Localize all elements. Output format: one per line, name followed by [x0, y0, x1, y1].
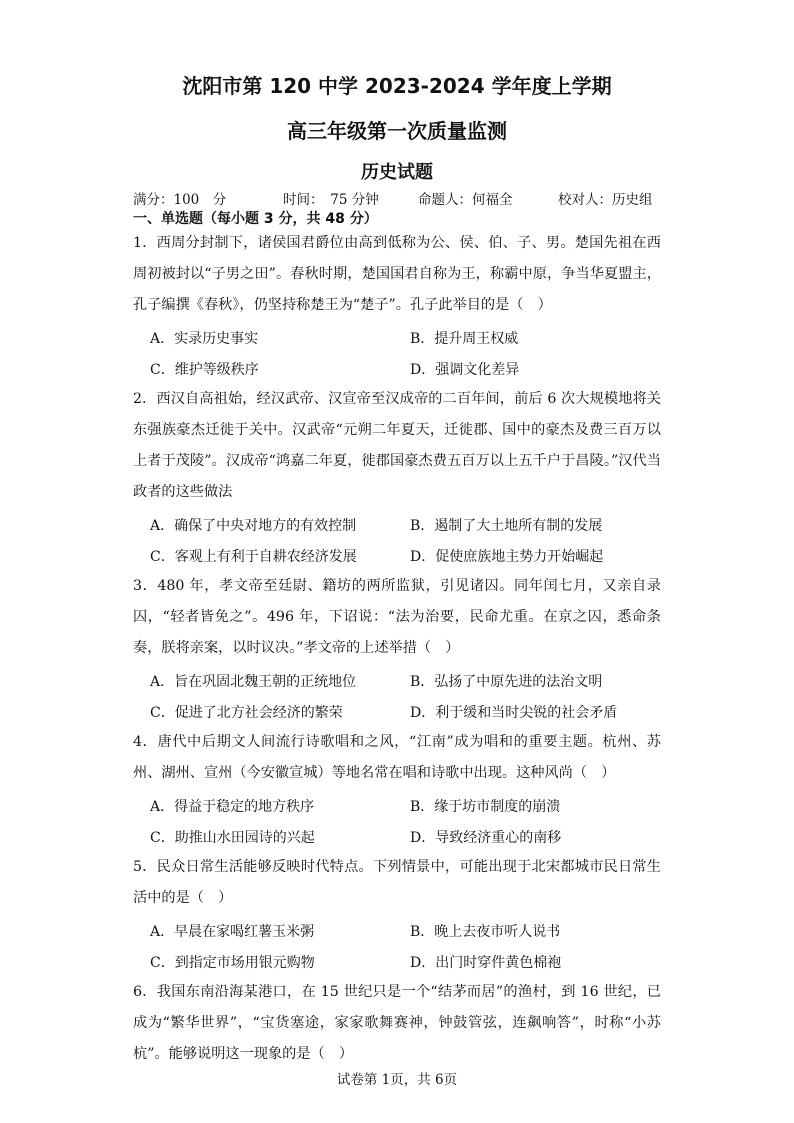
- exam-author: 命题人：何福全: [418, 192, 513, 208]
- question-2-option-b[interactable]: B．遏制了大土地所有制的发展: [410, 518, 603, 534]
- question-1-stem: 1．西周分封制下，诸侯国君爵位由高到低称为公、侯、伯、子、男。楚国先祖在西周初被封以“子男之田”。春秋时期，楚国国君自称为王，称霸中原，争当华夏盟主，孔子编撰《春秋》，仍坚持称楚王为“楚子”。孔子此举目的是（ ）: [133, 235, 661, 313]
- question-3-option-d[interactable]: D．利于缓和当时尖锐的社会矛盾: [410, 705, 618, 721]
- question-4-stem: 4．唐代中后期文人间流行诗歌唱和之风，“江南”成为唱和的重要主题。杭州、苏州、湖州、宣州（今安徽宣城）等地名常在唱和诗歌中出现。这种风尚（ ）: [133, 734, 661, 781]
- question-2-option-a[interactable]: A．确保了中央对地方的有效控制: [150, 518, 357, 534]
- question-1-option-b[interactable]: B．提升周王权威: [410, 331, 519, 347]
- question-5-option-c[interactable]: C．到指定市场用银元购物: [150, 955, 315, 971]
- question-6-stem: 6．我国东南沿海某港口，在 15 世纪只是一个“结茅而居”的渔村，到 16 世纪，已成为“繁华世界”，“宝货塞途，家家歌舞赛神，钟鼓管弦，连飙响答”，时称“小苏杭”。能够说明这一现象的是（ ）: [133, 984, 661, 1062]
- question-5-stem: 5．民众日常生活能够反映时代特点。下列情景中，可能出现于北宋都城市民日常生活中的是（ ）: [133, 859, 661, 906]
- question-1-option-c[interactable]: C．维护等级秩序: [150, 362, 259, 378]
- page-footer: 试卷第 1页，共 6页: [336, 1072, 458, 1088]
- question-3-option-b[interactable]: B．弘扬了中原先进的法治文明: [410, 674, 603, 690]
- exam-proofreader: 校对人：历史组: [558, 192, 653, 208]
- question-2-option-d[interactable]: D．促使庶族地主势力开始崛起: [410, 549, 604, 565]
- question-5-option-a[interactable]: A．早晨在家喝红薯玉米粥: [150, 924, 315, 940]
- question-2-option-c[interactable]: C．客观上有利于自耕农经济发展: [150, 549, 357, 565]
- question-1-option-a[interactable]: A．实录历史事实: [150, 331, 259, 347]
- full-score: 满分：100 分: [133, 192, 227, 208]
- question-4-option-c[interactable]: C．助推山水田园诗的兴起: [150, 830, 315, 846]
- question-3-option-a[interactable]: A．旨在巩固北魏王朝的正统地位: [150, 674, 357, 690]
- question-4-option-a[interactable]: A．得益于稳定的地方秩序: [150, 799, 315, 815]
- exam-time: 时间： 75 分钟: [283, 192, 379, 208]
- question-2-stem: 2．西汉自高祖始，经汉武帝、汉宣帝至汉成帝的二百年间，前后 6 次大规模地将关东强族豪杰迁徙于关中。汉武帝“元朔二年夏天，迁徙郡、国中的豪杰及费三百万以上者于茂陵”。汉成帝“鸿嘉二年夏，徙郡国豪杰费五百万以上五千户于昌陵。”汉代当政者的这些做法: [133, 391, 661, 500]
- question-1-option-d[interactable]: D．强调文化差异: [410, 362, 520, 378]
- question-5-option-d[interactable]: D．出门时穿件黄色棉袍: [410, 955, 562, 971]
- question-3-stem: 3．480 年，孝文帝至廷尉、籍坊的两所监狱，引见诸囚。同年闰七月，又亲自录囚，“轻者皆免之”。496 年，下诏说：“法为治要，民命尤重。在京之囚，悉命条奏，朕将亲案，以时议决。”孝文帝的上述举措（ ）: [133, 578, 661, 656]
- question-5-option-b[interactable]: B．晚上去夜市听人说书: [410, 924, 561, 940]
- question-3-option-c[interactable]: C．促进了北方社会经济的繁荣: [150, 705, 343, 721]
- exam-meta: [133, 188, 693, 208]
- question-4-option-b[interactable]: B．缘于坊市制度的崩溃: [410, 799, 561, 815]
- exam-subtitle: 高三年级第一次质量监测: [287, 119, 507, 143]
- exam-title: 沈阳市第 120 中学 2023-2024 学年度上学期: [182, 74, 612, 98]
- question-4-option-d[interactable]: D．导致经济重心的南移: [410, 830, 562, 846]
- subject-title: 历史试题: [361, 162, 433, 183]
- section-title: 一、单选题（每小题 3 分，共 48 分）: [133, 211, 378, 227]
